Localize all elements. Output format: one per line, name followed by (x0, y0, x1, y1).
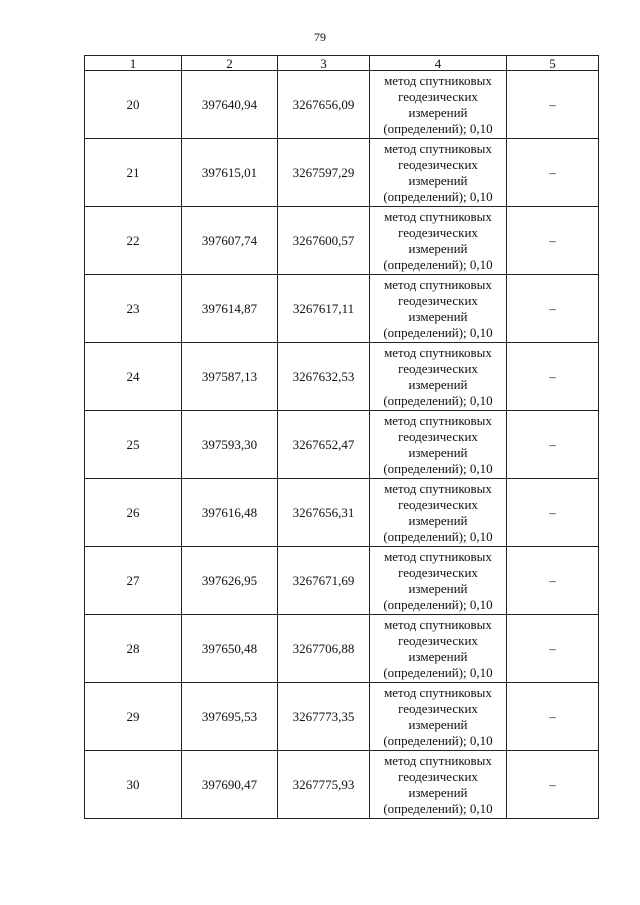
table-row (85, 275, 599, 343)
y-coordinate-cell: 3267597,29 (278, 139, 370, 207)
x-coordinate-cell: 397587,13 (182, 343, 278, 411)
table-row (85, 343, 599, 411)
method-line: метод спутниковых (384, 412, 492, 428)
table-row (85, 411, 599, 479)
method-line: измерений (408, 648, 468, 664)
point-number-cell: 30 (85, 751, 182, 819)
method-line: (определений); 0,10 (383, 188, 493, 204)
point-number-cell: 24 (85, 343, 182, 411)
point-number-cell: 21 (85, 139, 182, 207)
method-line: (определений); 0,10 (383, 800, 493, 816)
y-coordinate-cell: 3267706,88 (278, 615, 370, 683)
point-number-cell: 29 (85, 683, 182, 751)
method-line: (определений); 0,10 (383, 392, 493, 408)
method-cell (370, 275, 507, 343)
method-line: метод спутниковых (384, 684, 492, 700)
method-line: геодезических (398, 88, 478, 104)
x-coordinate-cell: 397607,74 (182, 207, 278, 275)
method-cell (370, 751, 507, 819)
method-line: (определений); 0,10 (383, 596, 493, 612)
point-number-cell: 28 (85, 615, 182, 683)
method-cell (370, 683, 507, 751)
table-row (85, 479, 599, 547)
method-line: геодезических (398, 496, 478, 512)
note-cell: – (507, 479, 599, 547)
method-line: (определений); 0,10 (383, 324, 493, 340)
table-row (85, 71, 599, 139)
method-cell (370, 343, 507, 411)
x-coordinate-cell: 397614,87 (182, 275, 278, 343)
point-number-cell: 20 (85, 71, 182, 139)
note-cell: – (507, 683, 599, 751)
column-header-1: 1 (85, 56, 182, 71)
x-coordinate-cell: 397690,47 (182, 751, 278, 819)
method-line: (определений); 0,10 (383, 528, 493, 544)
method-line: (определений); 0,10 (383, 120, 493, 136)
y-coordinate-cell: 3267656,31 (278, 479, 370, 547)
header-row (85, 56, 599, 71)
y-coordinate-cell: 3267773,35 (278, 683, 370, 751)
table-body (85, 71, 599, 819)
note-cell: – (507, 411, 599, 479)
point-number-cell: 26 (85, 479, 182, 547)
method-line: (определений); 0,10 (383, 664, 493, 680)
note-cell: – (507, 343, 599, 411)
column-header-4: 4 (370, 56, 507, 71)
method-line: измерений (408, 784, 468, 800)
table-row (85, 547, 599, 615)
method-line: метод спутниковых (384, 752, 492, 768)
method-cell (370, 207, 507, 275)
method-line: измерений (408, 104, 468, 120)
method-line: измерений (408, 444, 468, 460)
method-line: метод спутниковых (384, 72, 492, 88)
method-line: (определений); 0,10 (383, 256, 493, 272)
method-line: измерений (408, 240, 468, 256)
x-coordinate-cell: 397615,01 (182, 139, 278, 207)
note-cell: – (507, 139, 599, 207)
y-coordinate-cell: 3267775,93 (278, 751, 370, 819)
method-line: (определений); 0,10 (383, 732, 493, 748)
method-line: метод спутниковых (384, 548, 492, 564)
y-coordinate-cell: 3267652,47 (278, 411, 370, 479)
x-coordinate-cell: 397593,30 (182, 411, 278, 479)
x-coordinate-cell: 397650,48 (182, 615, 278, 683)
method-cell (370, 139, 507, 207)
note-cell: – (507, 275, 599, 343)
table-row (85, 751, 599, 819)
method-line: метод спутниковых (384, 276, 492, 292)
x-coordinate-cell: 397640,94 (182, 71, 278, 139)
method-line: (определений); 0,10 (383, 460, 493, 476)
method-line: измерений (408, 512, 468, 528)
method-line: геодезических (398, 632, 478, 648)
y-coordinate-cell: 3267656,09 (278, 71, 370, 139)
note-cell: – (507, 71, 599, 139)
page-number: 79 (314, 30, 326, 44)
method-line: геодезических (398, 292, 478, 308)
method-line: измерений (408, 376, 468, 392)
method-cell (370, 71, 507, 139)
note-cell: – (507, 547, 599, 615)
method-cell (370, 411, 507, 479)
point-number-cell: 23 (85, 275, 182, 343)
method-line: метод спутниковых (384, 616, 492, 632)
note-cell: – (507, 207, 599, 275)
method-cell (370, 615, 507, 683)
method-cell (370, 547, 507, 615)
y-coordinate-cell: 3267617,11 (278, 275, 370, 343)
method-line: измерений (408, 172, 468, 188)
column-header-5: 5 (507, 56, 599, 71)
note-cell: – (507, 751, 599, 819)
x-coordinate-cell: 397626,95 (182, 547, 278, 615)
y-coordinate-cell: 3267600,57 (278, 207, 370, 275)
method-line: геодезических (398, 156, 478, 172)
method-line: геодезических (398, 428, 478, 444)
point-number-cell: 27 (85, 547, 182, 615)
y-coordinate-cell: 3267671,69 (278, 547, 370, 615)
table-row (85, 615, 599, 683)
table-row (85, 683, 599, 751)
method-line: метод спутниковых (384, 480, 492, 496)
method-line: метод спутниковых (384, 208, 492, 224)
column-header-2: 2 (182, 56, 278, 71)
method-line: метод спутниковых (384, 140, 492, 156)
method-line: измерений (408, 716, 468, 732)
point-number-cell: 25 (85, 411, 182, 479)
method-line: геодезических (398, 700, 478, 716)
column-header-3: 3 (278, 56, 370, 71)
method-line: метод спутниковых (384, 344, 492, 360)
method-line: геодезических (398, 224, 478, 240)
note-cell: – (507, 615, 599, 683)
x-coordinate-cell: 397616,48 (182, 479, 278, 547)
table-row (85, 207, 599, 275)
point-number-cell: 22 (85, 207, 182, 275)
table-row (85, 139, 599, 207)
method-cell (370, 479, 507, 547)
method-line: геодезических (398, 360, 478, 376)
y-coordinate-cell: 3267632,53 (278, 343, 370, 411)
method-line: измерений (408, 308, 468, 324)
method-line: измерений (408, 580, 468, 596)
x-coordinate-cell: 397695,53 (182, 683, 278, 751)
method-line: геодезических (398, 564, 478, 580)
coordinates-table (84, 55, 599, 819)
method-line: геодезических (398, 768, 478, 784)
